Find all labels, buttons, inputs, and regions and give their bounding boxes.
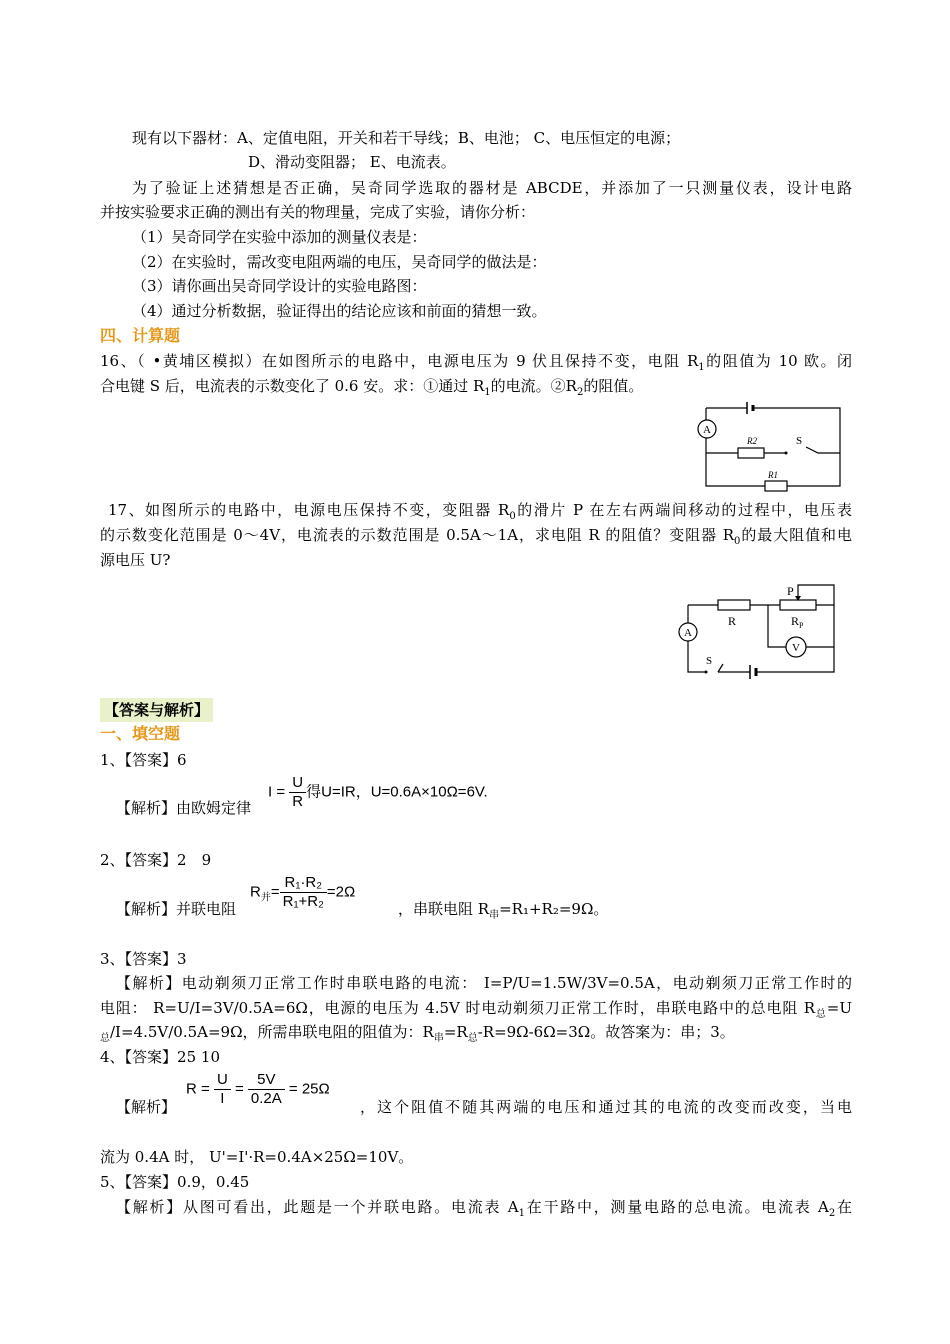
circuit-wire-branch xyxy=(706,447,840,453)
answer-2-series: ，串联电阻 $R_串=R_1+R_2=9\Omega$。 xyxy=(398,900,609,921)
question-16-line-1: 16、（ •黄埔区模拟）在如图所示的电路中，电源电压为 9 伏且保持不变，电阻 $R_1$的阻值为 10 欧。闭 xyxy=(100,352,852,373)
answer-section-title: 【答案与解析】 xyxy=(100,698,213,722)
resistor-r2-label: R2 xyxy=(747,436,757,446)
materials-line: 现有以下器材：A、定值电阻，开关和若干导线；B、电池； C、电压恒定的电源； xyxy=(132,129,681,147)
question-item-4: （4）通过分析数据，验证得出的结论应该和前面的猜想一致。 xyxy=(132,302,547,320)
question-16-line-2: 合电键 S 后，电流表的示数变化了 0.6 安。求：①通过 $R_1$的电流。$②R_2$的阻值。 xyxy=(100,377,644,398)
formula-resistance: R = $\frac{U}{I}$ = $\frac{5V}{0.2A}$ = 25Ω xyxy=(186,1071,330,1107)
switch-pivot xyxy=(785,452,788,455)
resistor-r xyxy=(718,600,750,610)
rheostat-rp xyxy=(780,600,816,610)
answer-3-explanation-3: $_总$/I=4.5V/0.5A=9Ω，所需串联电阻的阻值为：$R_串=R_总-R=9\Omega-6\Omega=3\Omega$。故答案为：串；3。 xyxy=(100,1023,735,1044)
formula-ohm-law: I = $\frac{U}{R}$ 得U=IR，U=0.6A×10Ω=6V. xyxy=(268,774,488,810)
slider-label: P xyxy=(787,584,794,598)
answer-4-explanation: ，这个阻值不随其两端的电压和通过其的电流的改变而改变，当电 xyxy=(360,1098,852,1116)
answer-2-explanation: 【解析】并联电阻 xyxy=(116,900,237,918)
circuit-diagram-1 xyxy=(690,398,850,498)
paragraph-line: 为了验证上述猜想是否正确，吴奇同学选取的器材是 ABCDE，并添加了一只测量仪表，设计电路 xyxy=(132,179,852,197)
resistor-r2 xyxy=(738,448,764,458)
answer-1-explanation: 【解析】由欧姆定律 xyxy=(116,799,252,817)
answer-4-explanation-label: 【解析】 xyxy=(116,1098,177,1116)
resistor-r1 xyxy=(765,481,787,491)
answer-4: 4、【答案】25 10 xyxy=(100,1048,220,1066)
formula-parallel-resistance: $R_并=$ $\frac{\text{R₁·R₂}}{\text{R₁+R₂}}$ =2Ω xyxy=(250,874,356,910)
answer-3: 3、【答案】3 xyxy=(100,950,187,968)
switch-label: S xyxy=(706,655,713,667)
question-item-3: （3）请你画出吴奇同学设计的实验电路图： xyxy=(132,277,427,295)
answer-5: 5、【答案】0.9，0.45 xyxy=(100,1173,250,1191)
answer-2: 2、【答案】2 9 xyxy=(100,851,212,869)
circuit-wire xyxy=(688,585,834,605)
answer-3-explanation-2: 电阻： R=U/I=3V/0.5A=6Ω，电源的电压为 4.5V 时电动剃须刀正常工作时，串联电路中的总电阻 $R_总=U$ xyxy=(100,999,852,1020)
resistor-r1-label: R1 xyxy=(768,470,778,480)
answer-3-explanation-1: 【解析】电动剃须刀正常工作时串联电路的电流： I=P/U=1.5W/3V=0.5A，电动剃须刀正常工作时的 xyxy=(116,974,852,992)
switch-pivot xyxy=(705,671,708,674)
section-heading-fill: 一、填空题 xyxy=(100,724,181,743)
answer-1: 1、【答案】6 xyxy=(100,751,187,769)
question-item-1: （1）吴奇同学在实验中添加的测量仪表是： xyxy=(132,228,427,246)
materials-line-2: D、滑动变阻器； E、电流表。 xyxy=(248,153,456,171)
question-17-line-1: 17、如图所示的电路中，电源电压保持不变，变阻器 $R_0$的滑片 P 在左右两端间移动的过程中，电压表 xyxy=(108,501,852,522)
switch-label: S xyxy=(796,435,803,447)
section-heading-calc: 四、计算题 xyxy=(100,326,181,345)
ammeter-label: A xyxy=(703,424,711,436)
rheostat-label: $R_P$ xyxy=(791,614,804,630)
question-17-line-3: 源电压 U? xyxy=(100,551,171,569)
question-item-2: （2）在实验时，需改变电阻两端的电压，吴奇同学的做法是： xyxy=(132,253,547,271)
resistor-r-label: R xyxy=(728,614,737,628)
voltmeter-label: V xyxy=(792,642,800,654)
ammeter-label: A xyxy=(684,627,692,639)
answer-4-explanation-2: 流为 0.4A 时， U'=I'·R=0.4A×25Ω=10V。 xyxy=(100,1148,414,1166)
answer-5-explanation: 【解析】从图可看出，此题是一个并联电路。电流表 $A_1$在干路中，测量电路的总电流。电流表 $A_2$在 xyxy=(116,1198,852,1219)
question-17-line-2: 的示数变化范围是 0～4V，电流表的示数范围是 0.5A～1A，求电阻 R 的阻值？变阻器 $R_0$的最大阻值和电 xyxy=(100,526,852,547)
paragraph-line: 并按实验要求正确的测出有关的物理量，完成了实验，请你分析： xyxy=(100,203,536,221)
circuit-diagram-2 xyxy=(678,580,843,680)
